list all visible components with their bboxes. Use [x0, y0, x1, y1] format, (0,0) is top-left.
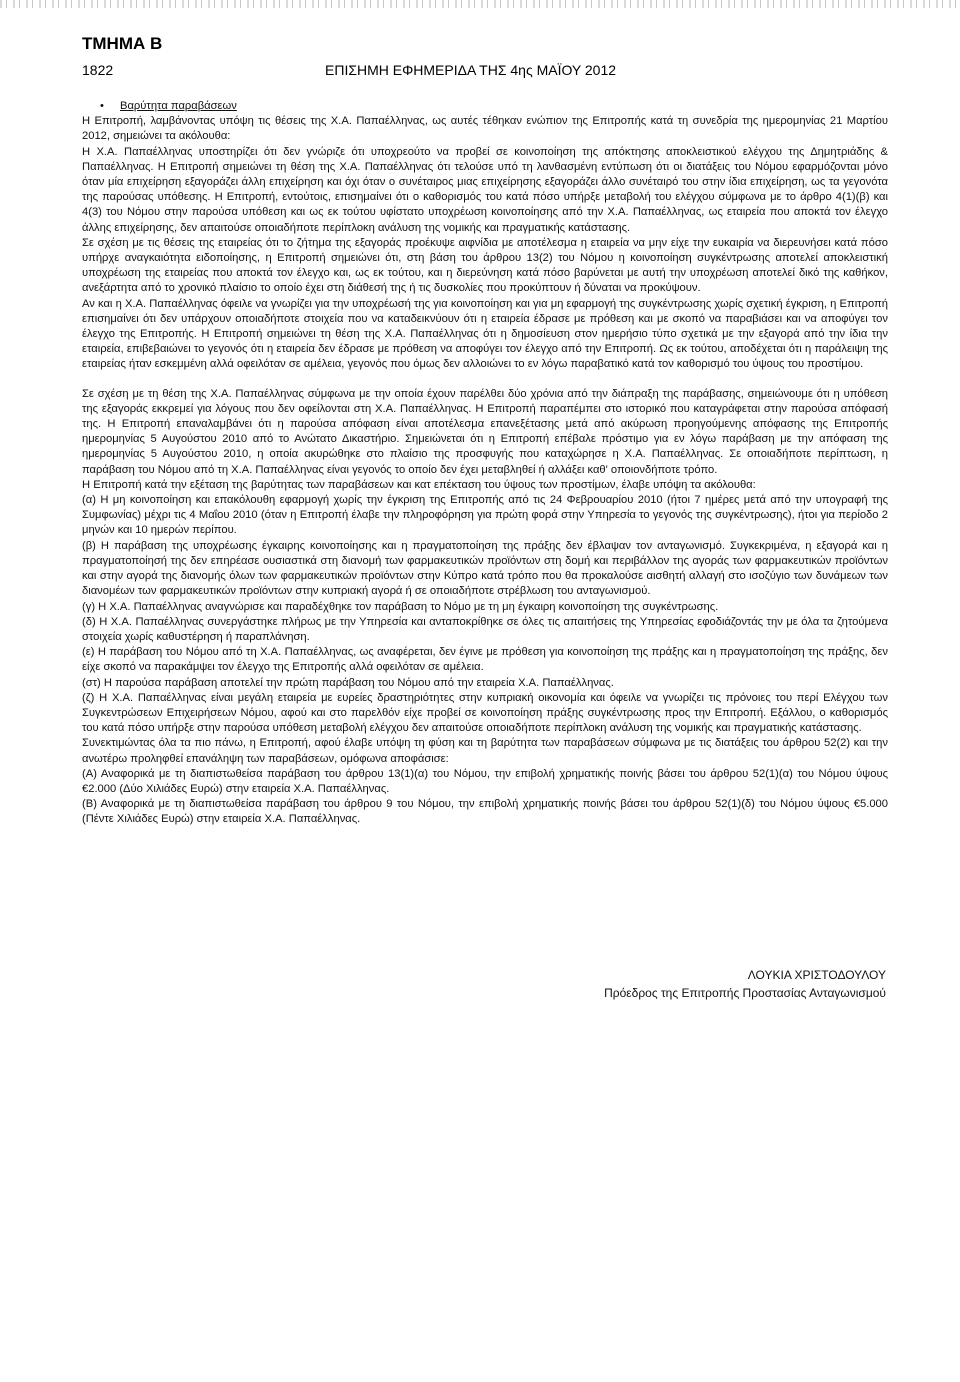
list-item: (δ) Η Χ.Α. Παπαέλληνας συνεργάστηκε πλήρως με την Υπηρεσία και ανταποκρίθηκε σε όλες τις απαιτήσεις της Υπηρεσίας εφοδιάζοντάς την με όλα τα ζητούμενα στοιχεία χωρίς καθυστέρηση ή παραπλάνηση. [82, 615, 888, 643]
scan-edge-noise [0, 0, 960, 8]
paragraph: Αν και η Χ.Α. Παπαέλληνας όφειλε να γνωρίζει για την υποχρέωσή της για κοινοποίηση και για μη εφαρμογή της συγκέντρωσης χωρίς σχετική έγκριση, η Επιτροπή επισημαίνει ότι δεν υπάρχουν οποιαδήποτε στοιχεία που να καταδεικνύουν ότι η εταιρεία έδρασε με πρόθεση και με σκοπό να παραβιάσει και να αποφύγει τον έλεγχο της Επιτροπής. Η Επιτροπή σημειώνει τη θέση της Χ.Α. Παπαέλληνας ότι η δημοσίευση στον ημερήσιο τύπο σχετικά με την εξαγορά από την ίδια την εταιρεία, επιβεβαιώνει το γεγονός ότι η εταιρεία δεν έδρασε με πρόθεση να αποφύγει τον έλεγχο από την Επιτροπή. Ως εκ τούτου, αποδέχεται ότι η παράλειψη της εταιρείας ήταν εσκεμμένη αλλά οφειλόταν σε αμέλεια, γεγονός που όμως δεν αλλοιώνει το εν λόγω παραβατικό κατά τον καθορισμό του ύψους του προστίμου. [82, 297, 888, 371]
list-item: (ε) Η παράβαση του Νόμου από τη Χ.Α. Παπαέλληνας, ως αναφέρεται, δεν έγινε με πρόθεση για κοινοποίηση της πράξης και η πραγματοποίηση της πράξης, δεν είχε σκοπό να παρακάμψει τον έλεγχο της Επιτροπής αλλά οφειλόταν σε αμέλεια. [82, 646, 888, 674]
heading-text: Βαρύτητα παραβάσεων [120, 100, 237, 112]
paragraph-gap [82, 373, 888, 387]
decision-item: (Α) Αναφορικά με τη διαπιστωθείσα παράβαση του άρθρου 13(1)(α) του Νόμου, την επιβολή χρηματικής ποινής βάσει του άρθρου 52(1)(α) του Νόμου ύψους €2.000 (Δύο Χιλιάδες Ευρώ) στην εταιρεία Χ.Α. Παπαέλληνας. [82, 767, 888, 795]
paragraph: Η Χ.Α. Παπαέλληνας υποστηρίζει ότι δεν γνώριζε ότι υποχρεούτο να προβεί σε κοινοποίηση της απόκτησης αποκλειστικού ελέγχου της Δημητριάδης & Παπαέλληνας. Η Επιτροπή σημειώνει τη θέση της Χ.Α. Παπαέλληνας ότι τελούσε υπό τη λανθασμένη εντύπωση ότι οι διατάξεις του Νόμου εφαρμόζονται μόνο όταν μία επιχείρηση εξαγοράζει άλλη επιχείρηση και όχι όταν ο συνέταιρος μιας επιχείρησης εξαγοράζει άλλο συνέταιρό του στην ίδια επιχείρηση, ως τα γεγονότα της παρούσας υπόθεσης. Η Επιτροπή, εντούτοις, επισημαίνει ότι ο καθορισμός του κατά πόσο υπήρξε μεταβολή του ελέγχου σύμφωνα με το άρθρο 4(1)(β) και 4(3) του Νόμου στην παρούσα υπόθεση και ως εκ τούτου υφίστατο υποχρέωση κοινοποίησης από την Χ.Α. Παπαέλληνας, ως εταιρεία που αποκτά τον έλεγχο άλλης επιχείρησης, δεν απαιτούσε οποιαδήποτε περίπλοκη ανάλυση της νομικής και πραγματικής κατάστασης. [82, 145, 888, 234]
paragraph: Συνεκτιμώντας όλα τα πιο πάνω, η Επιτροπή, αφού έλαβε υπόψη τη φύση και τη βαρύτητα των παραβάσεων σύμφωνα με τις διατάξεις του άρθρου 52(2) και την ανωτέρω προληφθεί επανάληψη των παραβάσεων, ομόφωνα αποφάσισε: [82, 737, 888, 765]
paragraph: Σε σχέση με τη θέση της Χ.Α. Παπαέλληνας σύμφωνα με την οποία έχουν παρέλθει δύο χρόνια από την διάπραξη της παράβασης, σημειώνουμε ότι η υπόθεση της εξαγοράς εκκρεμεί για λόγους που δεν οφείλονται στη Χ.Α. Παπαέλληνας. Η Επιτροπή παραπέμπει στο ιστορικό που καταγράφεται στην παρούσα απόφασή της. Η Επιτροπή επαναλαμβάνει ότι η παρούσα απόφαση είναι αποτέλεσμα επανεξέτασης μετά από ακύρωση προηγούμενης απόφασης της Επιτροπής ημερομηνίας 5 Αυγούστου 2010 από το Ανώτατο Δικαστήριο. Σημειώνεται ότι η Επιτροπή επέβαλε πρόστιμο για εν λόγω παράβαση με την απόφαση της ημερομηνίας 5 Αυγούστου 2010, η οποία ακυρώθηκε στο πλαίσιο της προσφυγής που καταχώρησε η Χ.Α. Παπαέλληνας. Σε οποιαδήποτε περίπτωση, η παράβαση του Νόμου από τη Χ.Α. Παπαέλληνας είναι γεγονός το οποίο δεν έχει μεταβληθεί ή αλλάξει καθ' οποιονδήποτε τρόπο. [82, 387, 888, 476]
bullet-icon: • [100, 100, 104, 112]
decision-item: (Β) Αναφορικά με τη διαπιστωθείσα παράβαση του άρθρου 9 του Νόμου, την επιβολή χρηματικής ποινής βάσει του άρθρου 52(1)(δ) του Νόμου ύψους €5.000 (Πέντε Χιλιάδες Ευρώ) στην εταιρεία Χ.Α. Παπαέλληνας. [82, 798, 888, 826]
paragraph: Σε σχέση με τις θέσεις της εταιρείας ότι το ζήτημα της εξαγοράς προέκυψε αιφνίδια με αποτέλεσμα η εταιρεία να μην είχε την ευκαιρία να διερευνήσει κατά πόσο υπήρχε αναγκαιότητα ειδοποίησης, η Επιτροπή σημειώνει ότι, στη βάση του άρθρου 13(2) του Νόμου η κοινοποίηση συγκέντρωσης αποτελεί αποκλειστική υποχρέωση της εταιρείας που αποκτά τον έλεγχο και, ως εκ τούτου, και η διερεύνηση κατά πόσο βαρύνεται με αυτή την υποχρέωση αποτελεί δικό της καθήκον, ανεξάρτητα από το χρονικό πλαίσιο το οποίο έχει στη διάθεσή της ή τις δυσκολίες που προκύπτουν ή δύναται να προκύψουν. [82, 236, 888, 295]
section-heading [82, 99, 888, 114]
signatory-role: Πρόεδρος της Επιτροπής Προστασίας Ανταγωνισμού [604, 986, 886, 1000]
page-number: 1822 [82, 62, 114, 78]
list-item: (στ) Η παρούσα παράβαση αποτελεί την πρώτη παράβαση του Νόμου από την εταιρεία Χ.Α. Παπαέλληνας. [82, 676, 614, 689]
signature-block [604, 966, 886, 1002]
list-item: (γ) Η Χ.Α. Παπαέλληνας αναγνώρισε και παραδέχθηκε τον παράβαση το Νόμο με τη μη έγκαιρη κοινοποίηση της συγκέντρωσης. [82, 600, 719, 613]
document-body [82, 99, 888, 828]
paragraph: Η Επιτροπή, λαμβάνοντας υπόψη τις θέσεις της Χ.Α. Παπαέλληνας, ως αυτές τέθηκαν ενώπιον της Επιτροπής κατά τη συνεδρία της ημερομηνίας 21 Μαρτίου 2012, σημειώνει τα ακόλουθα: [82, 115, 888, 143]
gazette-header: ΕΠΙΣΗΜΗ ΕΦΗΜΕΡΙΔΑ ΤΗΣ 4ης ΜΑΪΟΥ 2012 [325, 62, 617, 78]
list-item: (ζ) Η Χ.Α. Παπαέλληνας είναι μεγάλη εταιρεία με ευρείες δραστηριότητες στην κυπριακή οικονομία και όφειλε να γνωρίζει τις πρόνοιες του περί Ελέγχου των Συγκεντρώσεων Επιχειρήσεων Νόμου, αφού και στο παρελθόν είχε προβεί σε κοινοποίηση πράξης συγκέντρωσης προς την Επιτροπή. Εξάλλου, ο καθορισμός του κατά πόσο υπήρξε στην παρούσα υπόθεση μεταβολή ελέγχου δεν απαιτούσε οποιαδήποτε περίπλοκη ανάλυση της νομικής και πραγματικής κατάστασης. [82, 691, 888, 735]
list-item: (β) Η παράβαση της υποχρέωσης έγκαιρης κοινοποίησης και η πραγματοποίηση της πράξης δεν έβλαψαν τον ανταγωνισμό. Συγκεκριμένα, η εξαγορά και η πραγματοποίησή της δεν επηρέασε ουσιαστικά στη διανομή των φαρμακευτικών προϊόντων στη δομή και περιβάλλον της αγοράς των φαρμακευτικών προϊόντων και στην αγορά της διανομής όλων των φαρμακευτικών προϊόντων στην Κύπρο κατά τρόπο που θα προκαλούσε αισθητή αλλαγή στο ισοζύγιο των δυνάμεων των διανομέων των φαρμακευτικών προϊόντων στην κυπριακή αγορά ή σε οποιαδήποτε στρέβλωση του ανταγωνισμού. [82, 539, 888, 598]
section-title: ΤΜΗΜΑ Β [82, 34, 163, 53]
paragraph: Η Επιτροπή κατά την εξέταση της βαρύτητας των παραβάσεων και κατ επέκταση του ύψους των προστίμων, έλαβε υπόψη τα ακόλουθα: [82, 478, 756, 491]
signatory-name: ΛΟΥΚΙΑ ΧΡΙΣΤΟΔΟΥΛΟΥ [747, 968, 886, 982]
list-item: (α) Η μη κοινοποίηση και επακόλουθη εφαρμογή χωρίς την έγκριση της Επιτροπής από τις 24 Φεβρουαρίου 2010 (ήτοι 7 ημέρες μετά από την υπογραφή της Συμφωνίας) μέχρι τις 4 Μαΐου 2010 (όταν η Επιτροπή έλαβε την πληροφόρηση για πρώτη φορά στην Υπηρεσία το γεγονός της συγκέντρωσης), ήτοι για περίοδο 2 μηνών και 10 ημερών περίπου. [82, 494, 888, 537]
